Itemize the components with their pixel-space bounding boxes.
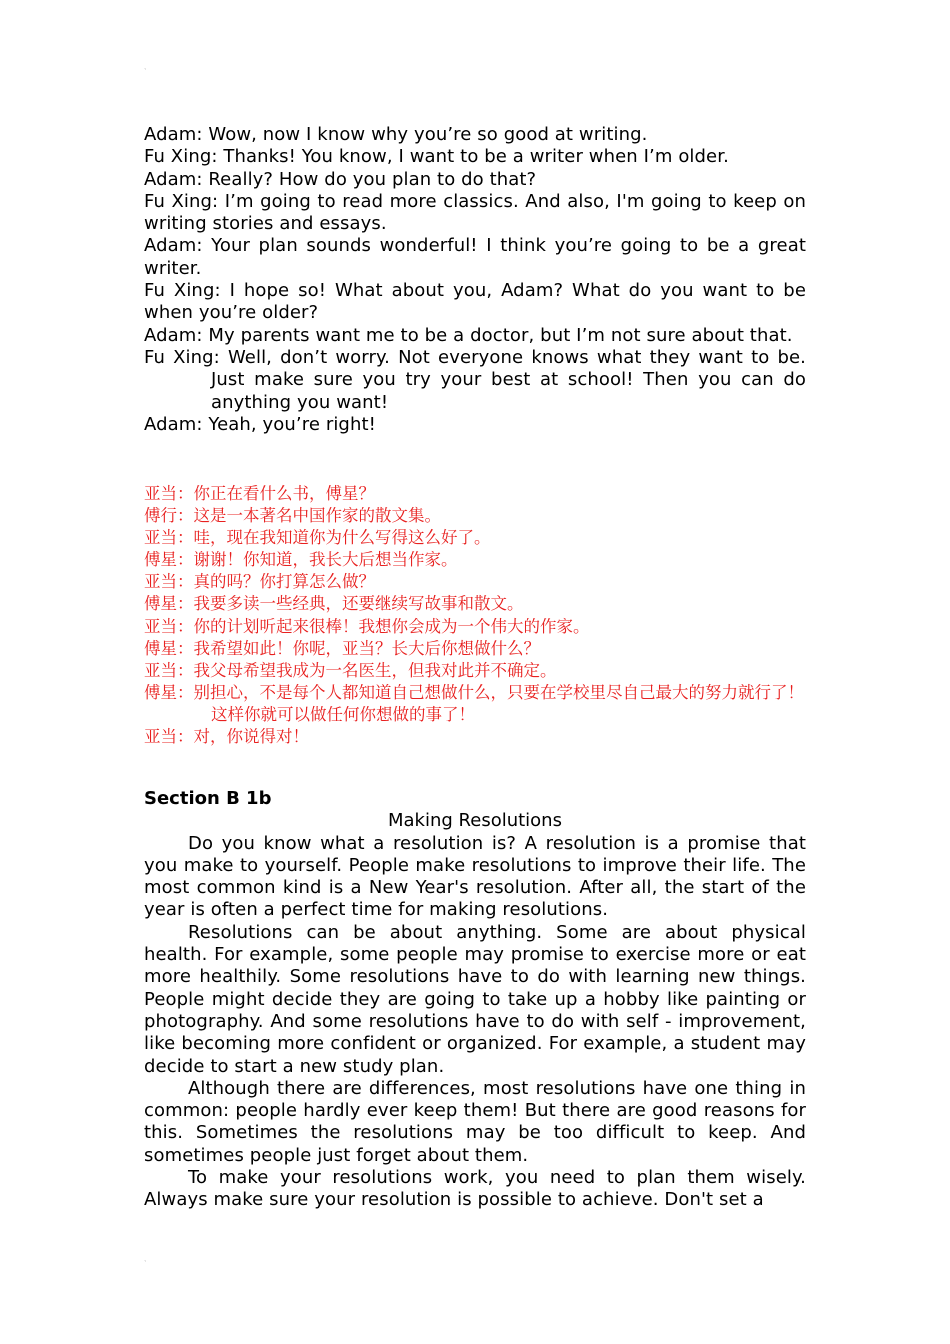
translation-line: 傅星：别担心，不是每个人都知道自己想做什么，只要在学校里尽自己最大的努力就行了！这样你就可以做任何你想做的事了！ (144, 682, 804, 724)
dialogue-line: Fu Xing: I’m going to read more classics. And also, I'm going to keep on writing stories and essays. (144, 190, 806, 235)
dialogue-line: Fu Xing: I hope so! What about you, Adam? What do you want to be when you’re older? (144, 280, 806, 324)
passage-paragraph: Although there are differences, most resolutions have one thing in common: people hardly ever keep them! But there are good reasons for this. Sometimes the resolutions may be too difficult to keep. And sometimes people just forget about them. (144, 1077, 806, 1166)
translation-line: 傅星：谢谢！你知道，我长大后想当作家。 (144, 550, 458, 570)
passage-paragraph: To make your resolutions work, you need to plan them wisely. Always make sure your resolution is possible to achieve. Don't set a (144, 1167, 806, 1211)
translation-line: 亚当：真的吗？你打算怎么做？ (144, 572, 375, 592)
page-corner-mark-bottom: ˎ (144, 1255, 147, 1262)
dialogue-line: Adam: Your plan sounds wonderful! I think you’re going to be a great writer. (144, 235, 806, 279)
translation-line: 傅星：我希望如此！你呢，亚当？长大后你想做什么？ (144, 638, 540, 658)
translation-line: 亚当：你正在看什么书，傅星？ (144, 484, 375, 503)
document-page (144, 0, 806, 1344)
dialogue-line: Adam: Wow, now I know why you’re so good at writing. (144, 124, 648, 145)
translation-line: 亚当：对，你说得对！ (144, 727, 309, 747)
dialogue-line: Adam: Yeah, you’re right! (144, 413, 376, 435)
translation-line: 亚当：你的计划听起来很棒！我想你会成为一个伟大的作家。 (144, 616, 590, 636)
translation-line: 傅行：这是一本著名中国作家的散文集。 (144, 506, 441, 526)
translation-line: 亚当：哇，现在我知道你为什么写得这么好了。 (144, 528, 491, 548)
passage-paragraph: Do you know what a resolution is? A resolution is a promise that you make to yourself. People make resolutions to improve their life. The most common kind is a New Year's resolution. After all, the start of the year is often a perfect time for making resolutions. (144, 832, 806, 921)
section-heading: Section B 1b (144, 788, 272, 809)
reading-section (144, 788, 806, 1212)
translation-line: 亚当：我父母希望我成为一名医生，但我对此并不确定。 (144, 660, 557, 680)
passage-title: Making Resolutions (388, 810, 562, 832)
dialogue-line: Adam: My parents want me to be a doctor, but I’m not sure about that. (144, 324, 793, 346)
dialogue-block (144, 124, 806, 436)
dialogue-line: Adam: Really? How do you plan to do that? (144, 168, 537, 190)
dialogue-line: Fu Xing: Well, don’t worry. Not everyone knows what they want to be. Just make sure you try your best at school! Then you can do anything you want! (144, 346, 806, 413)
chinese-translation-block (144, 483, 806, 748)
dialogue-line: Fu Xing: Thanks! You know, I want to be a writer when I’m older. (144, 146, 729, 168)
translation-line: 傅星：我要多读一些经典，还要继续写故事和散文。 (144, 594, 524, 614)
passage-paragraph: Resolutions can be about anything. Some are about physical health. For example, some people may promise to exercise more or eat more healthily. Some resolutions have to do with learning new things. People might decide they are going to take up a hobby like painting or photography. And some resolutions have to do with self - improvement, like becoming more confident or organized. For example, a student may decide to start a new study plan. (144, 921, 806, 1077)
page-corner-mark-top: ˎ (144, 63, 147, 70)
